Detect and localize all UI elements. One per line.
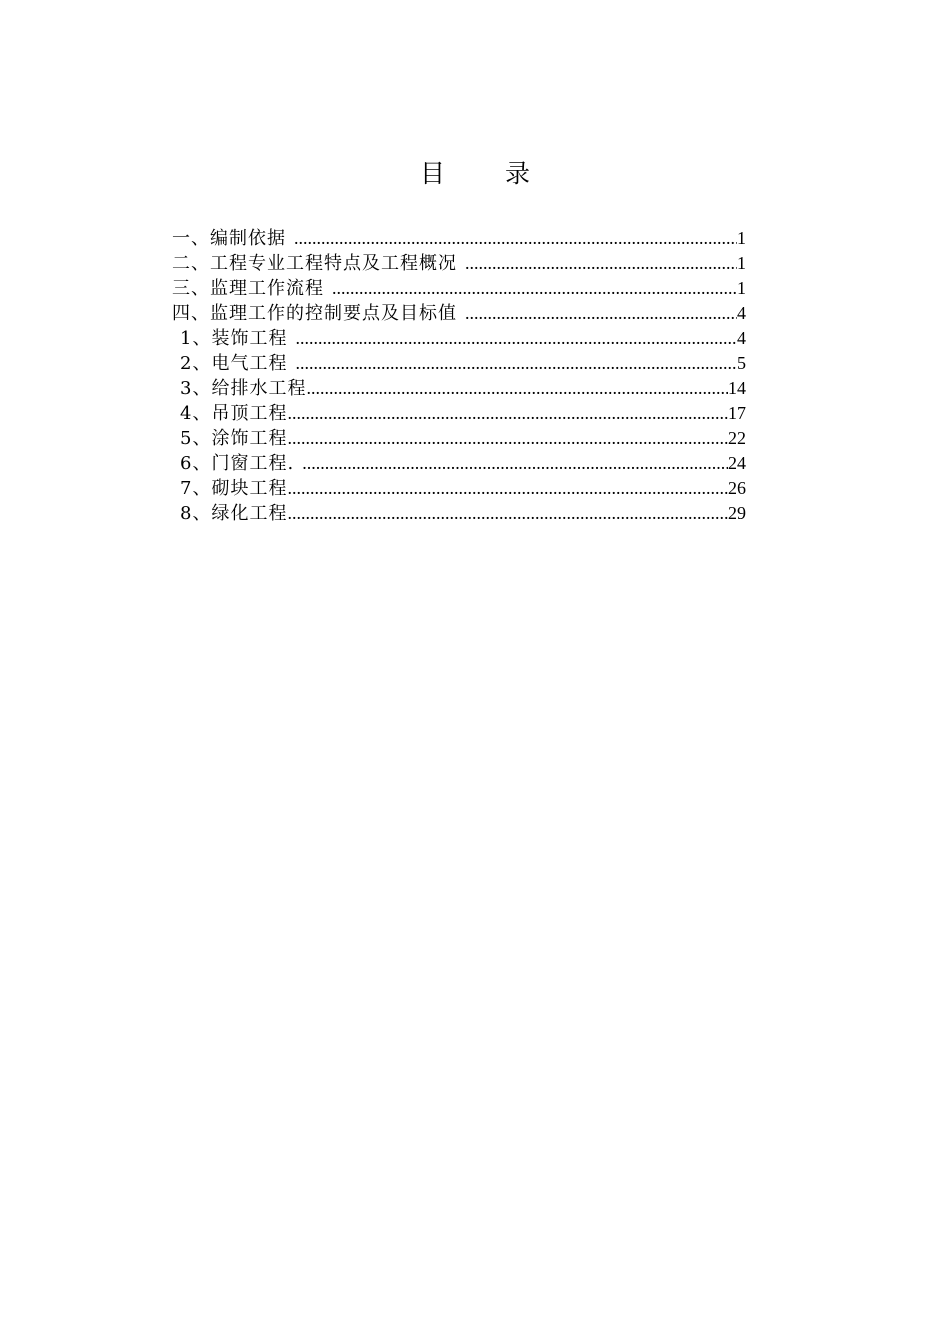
- toc-entry[interactable]: [172, 251, 746, 276]
- toc-entry-label: 7、砌块工程: [180, 478, 288, 499]
- toc-dot-leader: [287, 501, 728, 526]
- toc-entry[interactable]: [172, 276, 746, 301]
- toc-page-number: 4: [737, 328, 746, 348]
- toc-page-number: 1: [737, 253, 746, 273]
- toc-entry[interactable]: [172, 301, 746, 326]
- toc-title: [0, 154, 950, 194]
- toc-entry[interactable]: [172, 401, 746, 426]
- toc-entry-label: 5、涂饰工程: [180, 428, 288, 449]
- toc-entry-label: 2、电气工程: [180, 353, 288, 374]
- toc-title-char-2: 录: [505, 159, 531, 188]
- toc-page-number: 4: [737, 303, 746, 323]
- toc-entry-label: 3、给排水工程: [180, 378, 307, 399]
- toc-dot-leader: [295, 351, 737, 376]
- toc-entry[interactable]: [172, 326, 746, 351]
- toc-entry[interactable]: [172, 376, 746, 401]
- toc-entry[interactable]: [172, 476, 746, 501]
- toc-page-number: 22: [728, 428, 746, 448]
- toc-dot-leader: [287, 426, 728, 451]
- toc-page-number: 14: [728, 378, 746, 398]
- toc-dot-leader: [294, 226, 737, 251]
- toc-entry[interactable]: [172, 351, 746, 376]
- toc-dot-leader: [465, 301, 737, 326]
- toc-dot-leader: [287, 401, 728, 426]
- toc-page-number: 1: [737, 278, 746, 298]
- toc-entry[interactable]: [172, 451, 746, 476]
- toc-entry[interactable]: [172, 226, 746, 251]
- toc-page-number: 1: [737, 228, 746, 248]
- toc-dot-leader: [465, 251, 737, 276]
- toc-dot-leader: [295, 326, 737, 351]
- toc-entry-label: 1、装饰工程: [180, 328, 288, 349]
- toc-entry[interactable]: [172, 501, 746, 526]
- toc-page-number: 29: [728, 503, 746, 523]
- toc-dot-leader: [287, 476, 728, 501]
- toc-dot-leader: [332, 276, 737, 301]
- toc-title-char-1: 目: [419, 159, 445, 188]
- toc-entry-label: 8、绿化工程: [180, 503, 288, 524]
- toc-page-number: 17: [728, 403, 746, 423]
- toc-page-number: 26: [728, 478, 746, 498]
- toc-entry-label: 一、编制依据: [172, 228, 286, 249]
- toc-entry-label: 二、工程专业工程特点及工程概况: [172, 253, 457, 274]
- toc-entry-label: 三、监理工作流程: [172, 278, 324, 299]
- toc-dot-leader: [306, 376, 728, 401]
- toc-entry-label: 四、监理工作的控制要点及目标值: [172, 303, 457, 324]
- toc-page-number: 5: [737, 353, 746, 373]
- table-of-contents: [172, 226, 746, 526]
- toc-entry[interactable]: [172, 426, 746, 451]
- toc-page-number: 24: [728, 453, 746, 473]
- toc-entry-label: 4、吊顶工程: [180, 403, 288, 424]
- toc-dot-leader: [302, 451, 728, 476]
- toc-entry-label: 6、门窗工程.: [180, 453, 295, 474]
